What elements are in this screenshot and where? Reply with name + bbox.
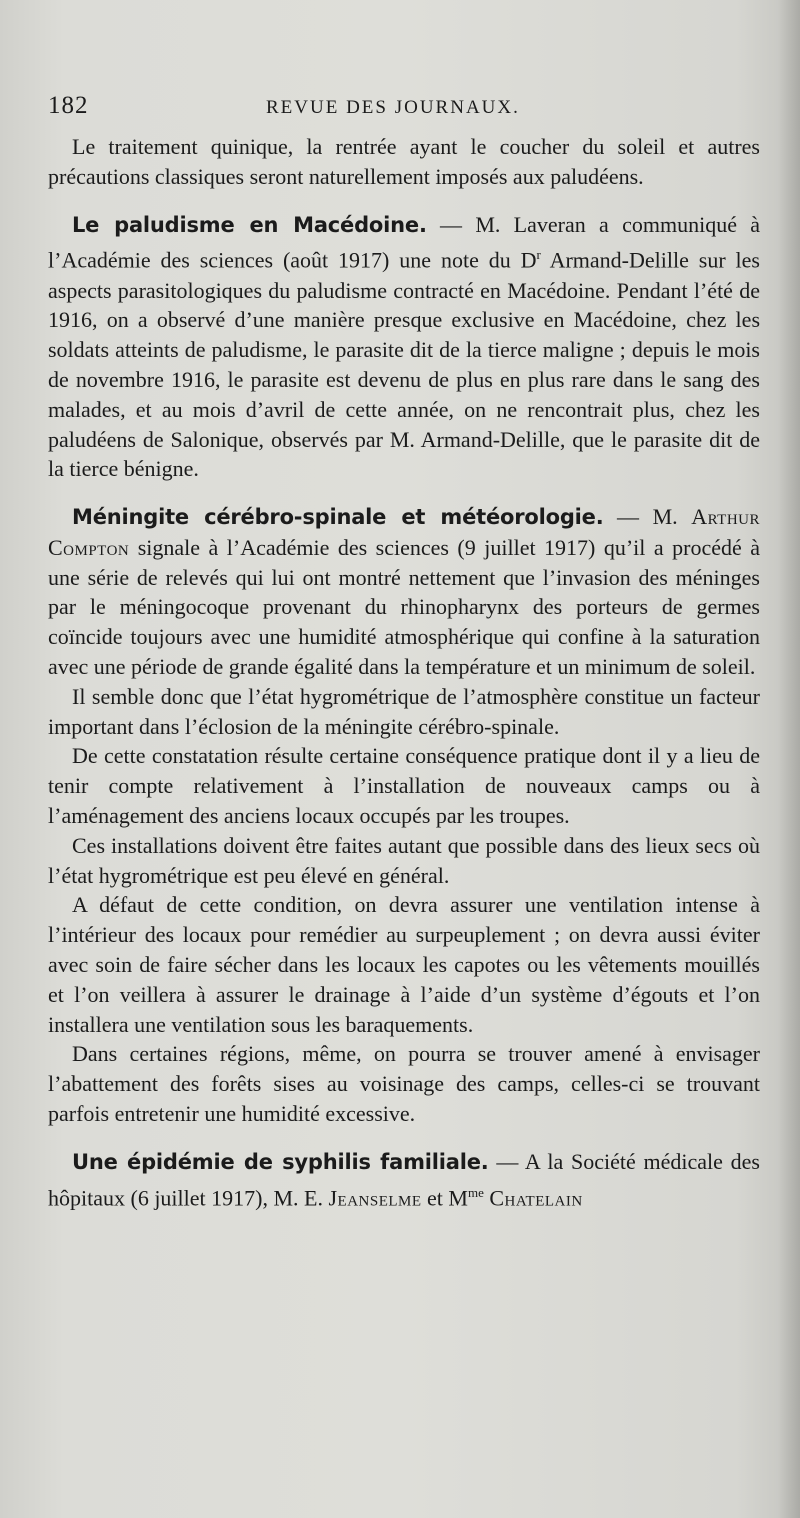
article-meningite bbox=[48, 502, 760, 682]
article-text: — A la Société médicale des hôpitaux (6 juillet 1917), M. E. bbox=[48, 1148, 760, 1210]
paragraph: A défaut de cette condition, on devra assurer une ventilation intense à l’intérieur des locaux pour remédier au surpeuplement ; on devra aussi éviter avec soin de faire sécher dans les locaux les capotes ou les vêtements mouillés et l’on veillera à assurer le drainage à l’aide d’un système d’égouts et l’on installera une ventilation sous les baraquements. bbox=[48, 892, 760, 1037]
paragraph: Il semble donc que l’état hygrométrique de l’atmosphère constitue un facteur important dans l’éclosion de la méningite cérébro-spinale. bbox=[48, 683, 760, 739]
article-text: — M. Laveran a communiqué à l’Académie des sciences (août 1917) une note du D bbox=[48, 211, 761, 273]
running-head bbox=[48, 92, 760, 128]
journal-title: REVUE DES JOURNAUX. bbox=[266, 97, 520, 118]
intro-paragraph: Le traitement quinique, la rentrée ayant le coucher du soleil et autres précautions classiques seront naturellement imposés aux paludéens. bbox=[48, 134, 760, 189]
superscript: me bbox=[467, 1184, 484, 1200]
article-heading: Méningite cérébro-spinale et météorologie. bbox=[72, 505, 604, 530]
article-heading: Une épidémie de syphilis familiale. bbox=[72, 1149, 489, 1174]
paragraph: Ces installations doivent être faites autant que possible dans des lieux secs où l’état hygrométrique est peu élevé en général. bbox=[48, 832, 760, 888]
article-text: signale à l’Académie des sciences (9 juillet 1917) qu’il a procédé à une série de relevés qui lui ont montré nettement que l’invasion des méninges par le méningocoque provenant du rhinopharynx des porteurs de germes coïncide toujours avec une humidité atmosphérique qui confine à la saturation avec une période de grande égalité dans la température et un minimum de soleil. bbox=[48, 534, 760, 680]
article-text: Armand-Delille sur les aspects parasitologiques du paludisme contracté en Macédoine. Pendant l’été de 1916, on a observé d’une manière presque exclusive en Macédoine, chez les soldats atteints de paludisme, le parasite dit de la tierce maligne ; depuis le mois de novembre 1916, le parasite est devenu de plus en plus rare dans le sang des malades, et au mois d’avril de cette année, on ne rencontrait plus, chez les paludéens de Salonique, observés par M. Armand-Delille, que le parasite dit de la tierce bénigne. bbox=[48, 247, 760, 482]
article-text: — M. bbox=[603, 504, 692, 530]
article-syphilis bbox=[48, 1147, 760, 1213]
author-name: Arthur Compton bbox=[48, 504, 761, 560]
paragraph: Dans certaines régions, même, on pourra se trouver amené à envisager l’abattement des forêts sises au voisinage des camps, celles-ci se trouvant parfois entretenir une humidité excessive. bbox=[48, 1041, 760, 1127]
author-name: Jeanselme bbox=[328, 1184, 422, 1210]
paragraph: De cette constatation résulte certaine conséquence pratique dont il y a lieu de tenir compte relativement à l’installation de nouveaux camps ou à l’aménagement des anciens locaux occupés par les troupes. bbox=[48, 743, 760, 829]
article-text: et M bbox=[421, 1184, 468, 1210]
superscript: r bbox=[536, 247, 541, 263]
author-name: Chatelain bbox=[489, 1184, 583, 1210]
page-number: 182 bbox=[48, 92, 89, 119]
article-paludisme bbox=[48, 210, 760, 485]
article-heading: Le paludisme en Macédoine. bbox=[72, 212, 427, 237]
